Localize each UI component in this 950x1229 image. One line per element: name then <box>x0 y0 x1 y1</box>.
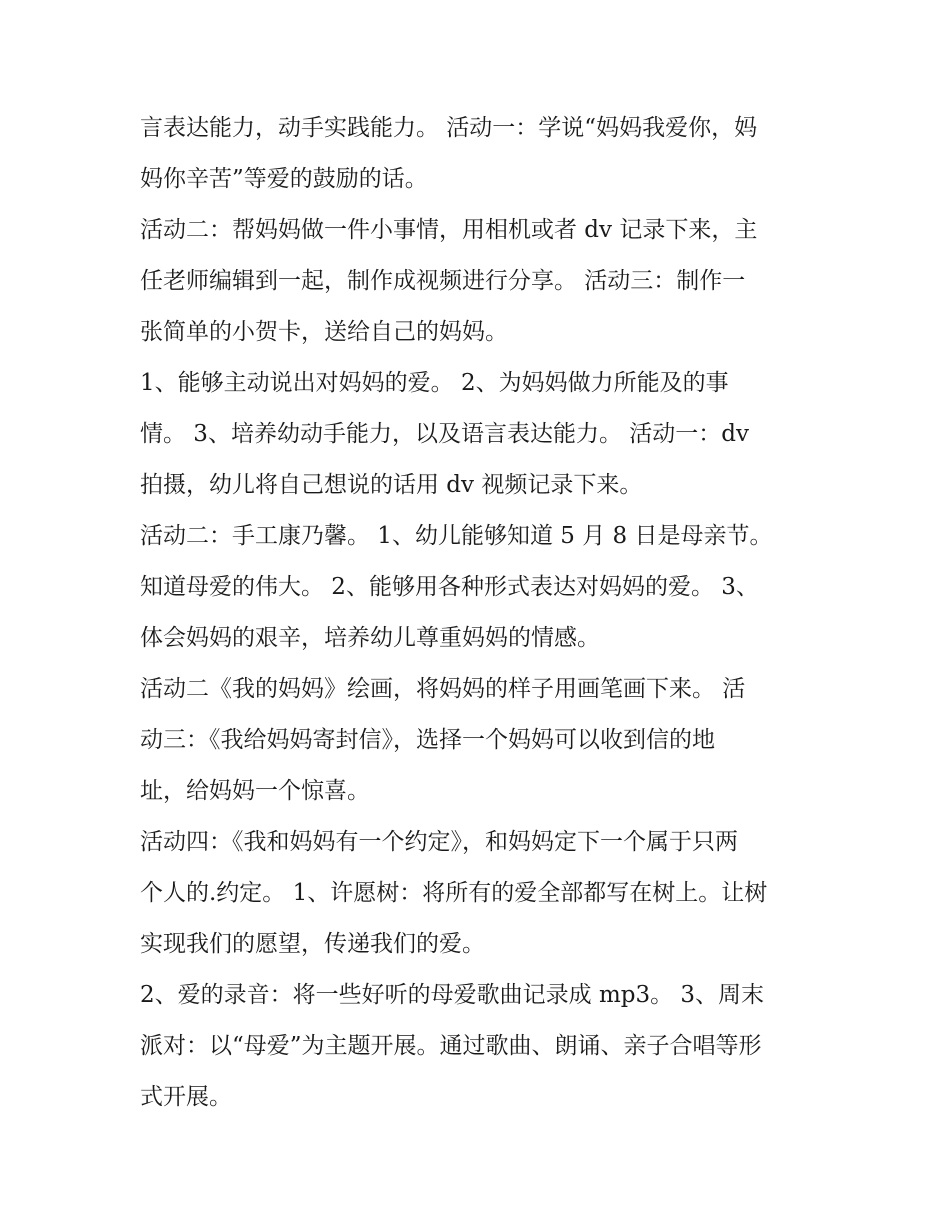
text-line: 张简单的小贺卡，送给自己的妈妈。 <box>140 319 508 345</box>
text-line: 个人的.约定。 1、许愿树：将所有的爱全部都写在树上。让树 <box>140 880 768 906</box>
text-line: 实现我们的愿望，传递我们的爱。 <box>140 931 485 957</box>
text-line: 情。 3、培养幼动手能力，以及语言表达能力。 活动一：dv <box>140 421 749 447</box>
text-line: 言表达能力，动手实践能力。 活动一：学说“妈妈我爱你，妈 <box>140 115 758 141</box>
text-line: 1、能够主动说出对妈妈的爱。 2、为妈妈做力所能及的事 <box>140 370 729 396</box>
text-line: 动三：《我给妈妈寄封信》，选择一个妈妈可以收到信的地 <box>140 727 715 753</box>
text-line: 派对：以“母爱”为主题开展。通过歌曲、朗诵、亲子合唱等形 <box>140 1033 762 1059</box>
text-line: 拍摄，幼儿将自己想说的话用 dv 视频记录下来。 <box>140 472 643 498</box>
text-line: 任老师编辑到一起，制作成视频进行分享。 活动三：制作一 <box>140 268 746 294</box>
text-line: 体会妈妈的艰辛，培养幼儿尊重妈妈的情感。 <box>140 625 600 651</box>
text-line: 活动二：手工康乃馨。 1、幼儿能够知道 5 月 8 日是母亲节。 <box>140 523 773 549</box>
text-line: 2、爱的录音：将一些好听的母爱歌曲记录成 mp3。 3、周末 <box>140 982 765 1008</box>
document-body <box>140 103 820 1123</box>
text-line: 妈你辛苦”等爱的鼓励的话。 <box>140 166 428 192</box>
text-line: 活动四：《我和妈妈有一个约定》，和妈妈定下一个属于只两 <box>140 829 738 855</box>
text-line: 活动二：帮妈妈做一件小事情，用相机或者 dv 记录下来，主 <box>140 217 758 243</box>
text-line: 知道母爱的伟大。 2、能够用各种形式表达对妈妈的爱。 3、 <box>140 574 759 600</box>
text-line: 活动二《我的妈妈》绘画，将妈妈的样子用画笔画下来。 活 <box>140 676 746 702</box>
text-line: 式开展。 <box>140 1084 232 1110</box>
text-line: 址，给妈妈一个惊喜。 <box>140 778 370 804</box>
